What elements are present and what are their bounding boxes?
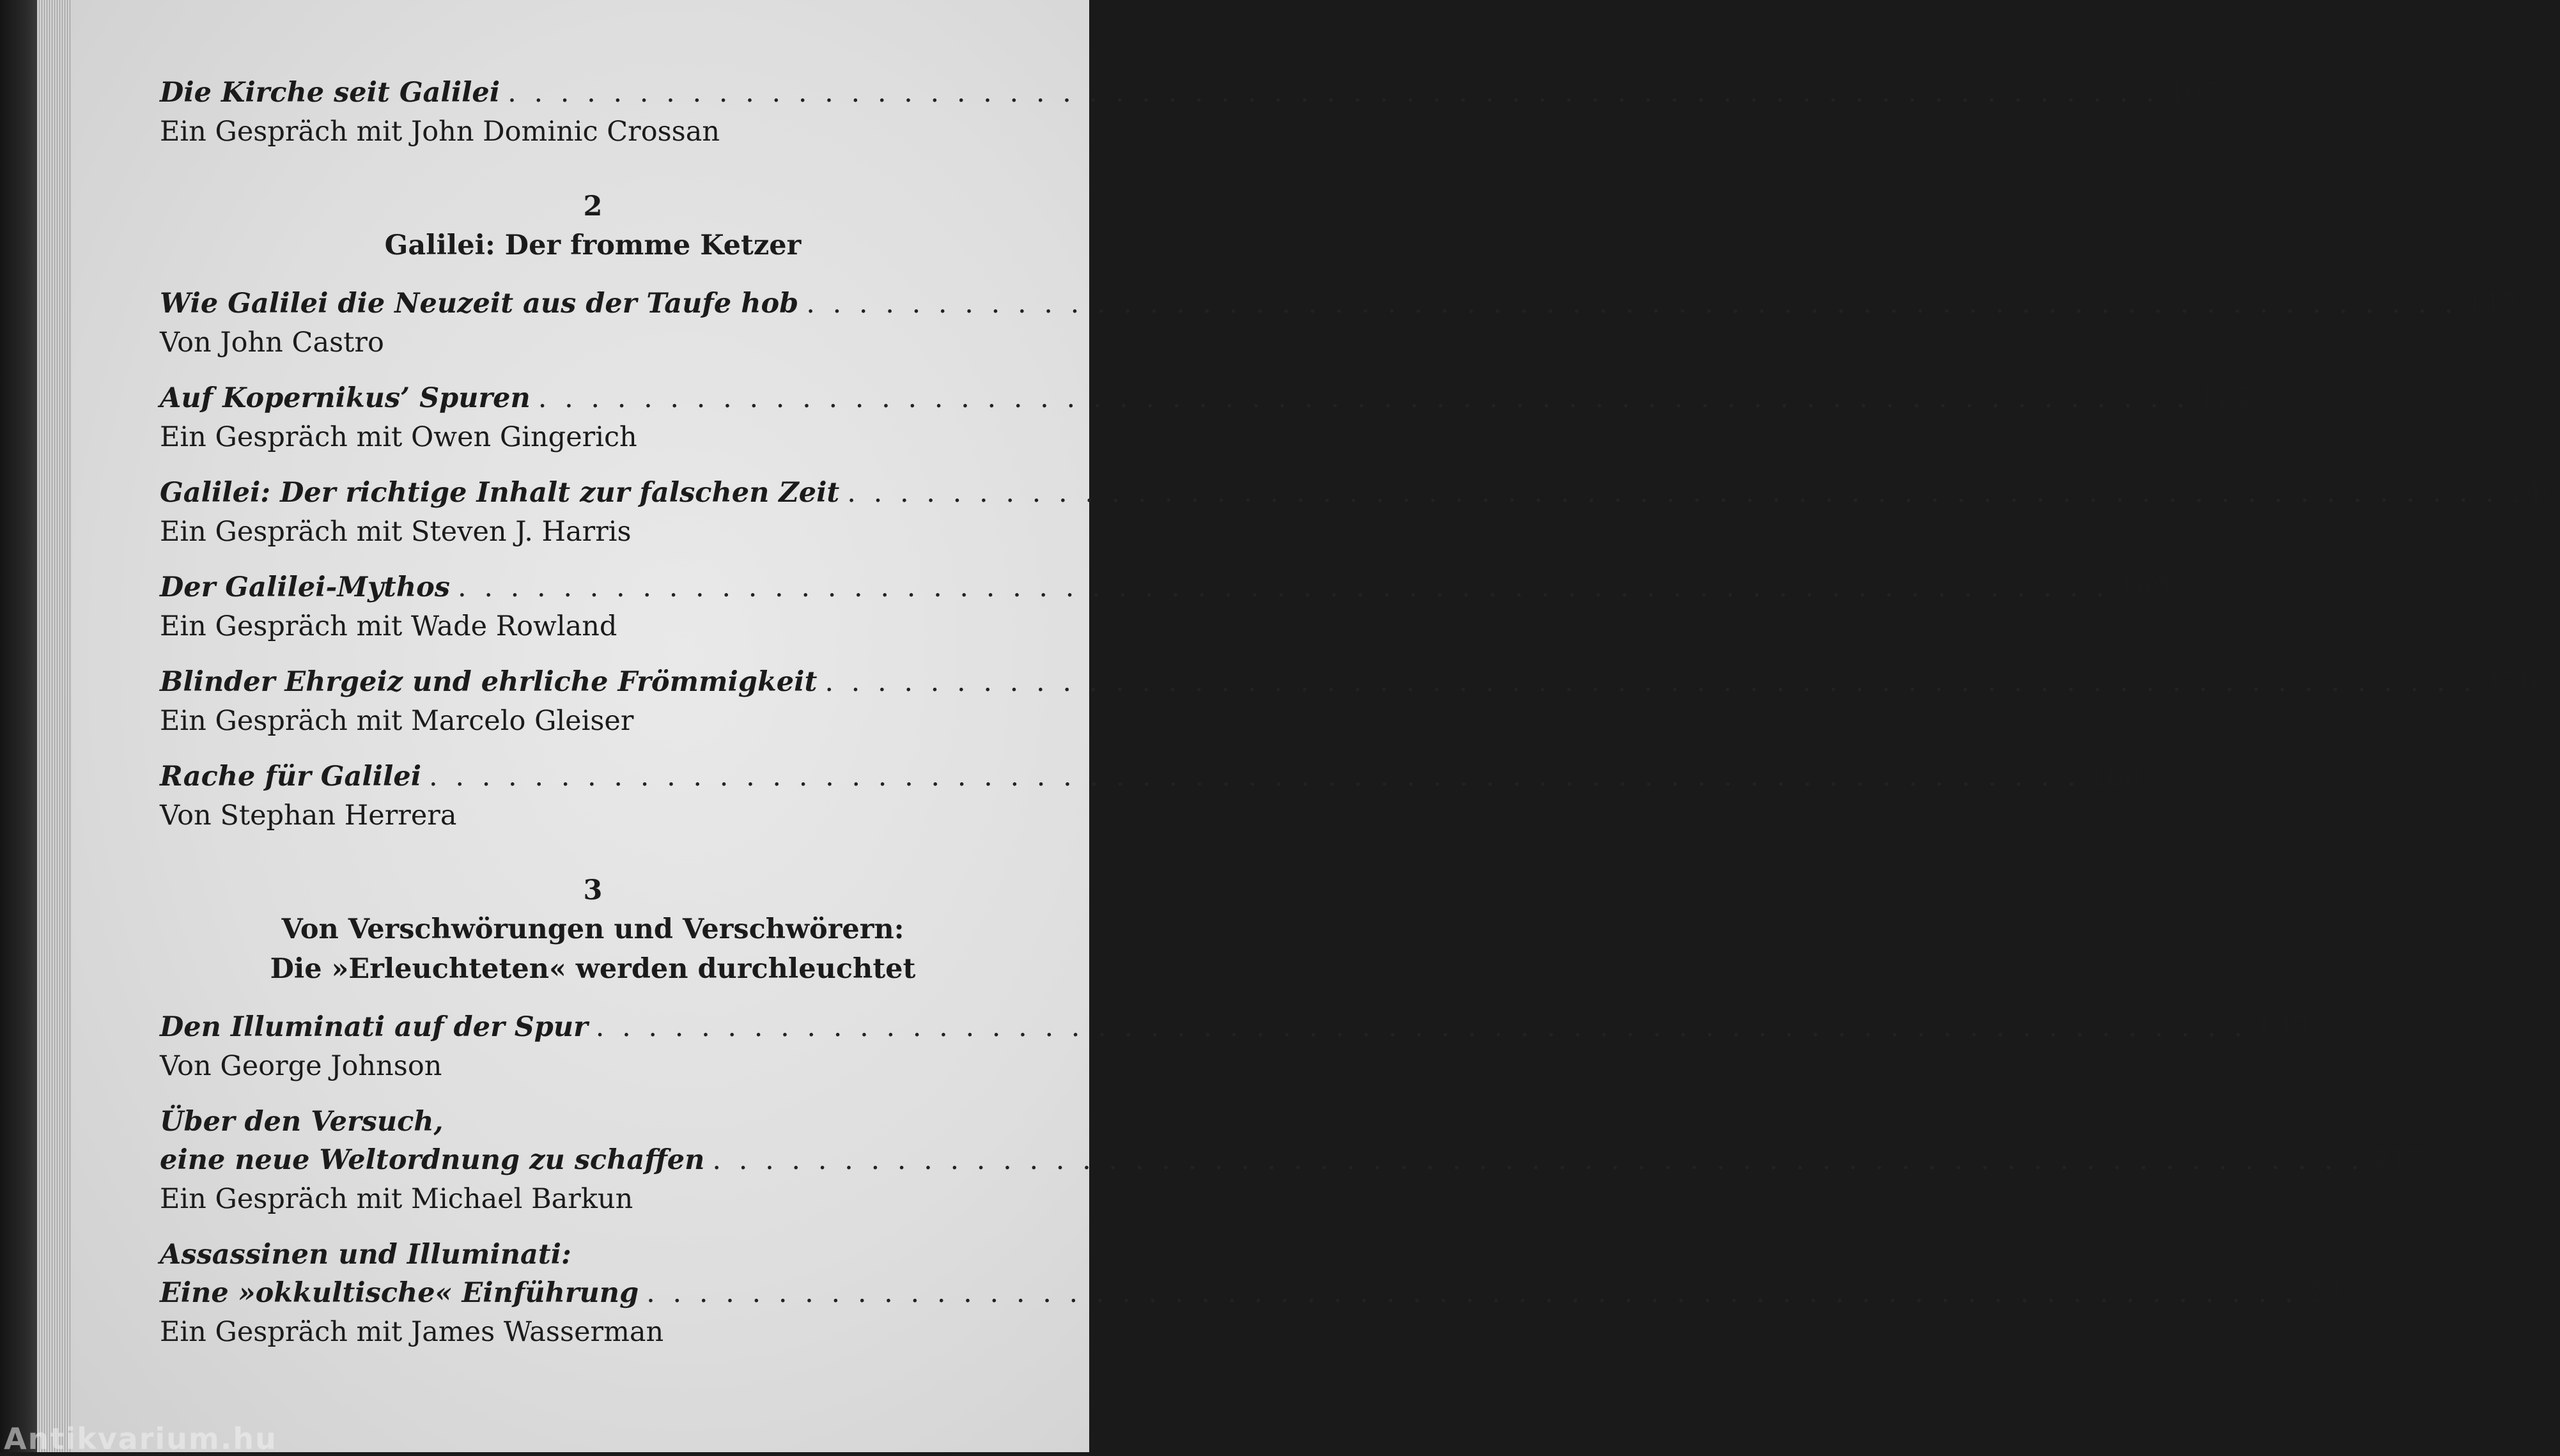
toc-entry-title: Blinder Ehrgeiz und ehrliche Frömmigkeit bbox=[160, 666, 818, 698]
toc-entry-subtitle: Von John Castro bbox=[160, 327, 384, 359]
toc-entry-title-line-1: Assassinen und Illuminati: bbox=[160, 1239, 571, 1271]
toc-entry-title: Die Kirche seit Galilei bbox=[160, 77, 500, 109]
toc-entry bbox=[160, 284, 2519, 362]
toc-entry-title-line bbox=[160, 74, 2221, 112]
book-spine-shadow bbox=[0, 0, 37, 1452]
toc-entry-title-line bbox=[160, 1103, 1026, 1141]
leader-dots: . . . . . . . . . . . . . . . . . . . . . . . . . . . . . . . . . . . . . . . . . . . . . . . . . . . . . . . . . . . . . . . bbox=[595, 1011, 2247, 1043]
leader-dots: . . . . . . . . . . . . . . . . . . . . . . . . . . . . . . . . . . . . . . . . . . . . . . . . . . . . . . . . . . . . . . . bbox=[825, 666, 2476, 698]
toc-entry-subtitle: Ein Gespräch mit Michael Barkun bbox=[160, 1183, 633, 1215]
toc-entry-subtitle: Ein Gespräch mit Wade Rowland bbox=[160, 610, 617, 642]
toc-entry-title-line bbox=[160, 379, 2251, 417]
toc-entry bbox=[160, 1008, 2309, 1086]
leader-dots: . . . . . . . . . . . . . . . . . . . . . . . . . . . . . . . . . . . . . . . . . . . . . . . . . . . . . . . . . . . . . . . bbox=[508, 77, 2159, 109]
toc-entry bbox=[160, 379, 2251, 457]
chapter-heading bbox=[160, 187, 1026, 265]
toc-entry-subtitle: Ein Gespräch mit James Wasserman bbox=[160, 1316, 664, 1348]
toc-entry-page: 140 bbox=[2507, 477, 2560, 509]
chapter-heading bbox=[160, 871, 1026, 989]
toc-entry-title-line-2: Eine »okkultische« Einführung bbox=[160, 1277, 639, 1309]
toc-entry bbox=[160, 663, 2538, 741]
chapter-number: 2 bbox=[583, 190, 603, 222]
toc-entry-title: Wie Galilei die Neuzeit aus der Taufe hob bbox=[160, 288, 799, 320]
toc-entry-title-line bbox=[160, 1235, 1026, 1274]
leader-dots: . . . . . . . . . . . . . . . . . . . . . . . . . . . . . . . . . . . . . . . . . . . . . . . . . . . . . . . . . . . . . . . bbox=[847, 477, 2499, 509]
toc-entry-page: 117 bbox=[2466, 288, 2519, 320]
toc-entry-title: Den Illuminati auf der Spur bbox=[160, 1011, 588, 1043]
table-of-contents bbox=[160, 74, 2560, 1368]
toc-entry-page: 160 bbox=[2118, 571, 2171, 603]
page-edges bbox=[37, 0, 74, 1452]
toc-entry-subtitle: Ein Gespräch mit Marcelo Gleiser bbox=[160, 705, 634, 737]
toc-entry bbox=[160, 568, 2171, 646]
toc-entry-subtitle: Von Stephan Herrera bbox=[160, 800, 457, 832]
toc-entry-page: 105 bbox=[2168, 77, 2221, 109]
toc-entry-title-line-2: eine neue Weltordnung zu schaffen bbox=[160, 1144, 705, 1176]
toc-entry-subtitle: Ein Gespräch mit Steven J. Harris bbox=[160, 516, 632, 548]
chapter-title: Galilei: Der fromme Ketzer bbox=[384, 229, 802, 261]
toc-entry bbox=[160, 74, 2221, 151]
toc-entry-title: Auf Kopernikus’ Spuren bbox=[160, 382, 531, 414]
toc-entry-subtitle: Von George Johnson bbox=[160, 1050, 442, 1082]
toc-entry-page: 233 bbox=[2306, 1277, 2359, 1309]
toc-entry bbox=[160, 1103, 2426, 1219]
toc-entry-title-line bbox=[160, 1008, 2309, 1046]
toc-entry-page: 176 bbox=[2485, 666, 2538, 698]
watermark-text: Antikvarium.hu bbox=[4, 1421, 277, 1456]
toc-entry-title-line bbox=[160, 1141, 2426, 1179]
toc-entry bbox=[160, 474, 2560, 552]
toc-entry-page: 125 bbox=[2198, 382, 2251, 414]
toc-entry-title-line bbox=[160, 663, 2538, 701]
toc-entry-title: Der Galilei-Mythos bbox=[160, 571, 450, 603]
toc-entry-title-line bbox=[160, 1274, 2359, 1312]
toc-entry-title: Galilei: Der richtige Inhalt zur falschen Zeit bbox=[160, 477, 840, 509]
toc-entry-page: 217 bbox=[2372, 1144, 2426, 1176]
toc-entry bbox=[160, 1235, 2359, 1352]
leader-dots: . . . . . . . . . . . . . . . . . . . . . . . . . . . . . . . . . . . . . . . . . . . . . . . . . . . . . . . . . . . . . . . bbox=[712, 1144, 2364, 1176]
toc-entry-page: 188 bbox=[2089, 761, 2142, 793]
toc-entry-title-line bbox=[160, 757, 2142, 796]
chapter-title-line-2: Die »Erleuchteten« werden durchleuchtet bbox=[270, 953, 916, 985]
toc-entry-title: Rache für Galilei bbox=[160, 761, 422, 793]
toc-entry bbox=[160, 757, 2142, 835]
chapter-number: 3 bbox=[583, 874, 603, 906]
chapter-title-line-1: Von Verschwörungen und Verschwörern: bbox=[281, 913, 904, 945]
leader-dots: . . . . . . . . . . . . . . . . . . . . . . . . . . . . . . . . . . . . . . . . . . . . . . . . . . . . . . . . . . . . . . . bbox=[429, 761, 2081, 793]
toc-entry-title-line bbox=[160, 568, 2171, 607]
leader-dots: . . . . . . . . . . . . . . . . . . . . . . . . . . . . . . . . . . . . . . . . . . . . . . . . . . . . . . . . . . . . . . . bbox=[538, 382, 2190, 414]
toc-entry-title-line bbox=[160, 474, 2560, 512]
leader-dots: . . . . . . . . . . . . . . . . . . . . . . . . . . . . . . . . . . . . . . . . . . . . . . . . . . . . . . . . . . . . . . . bbox=[458, 571, 2109, 603]
toc-entry-subtitle: Ein Gespräch mit John Dominic Crossan bbox=[160, 116, 720, 148]
leader-dots: . . . . . . . . . . . . . . . . . . . . . . . . . . . . . . . . . . . . . . . . . . . . . . . . . . . . . . . . . . . . . . . bbox=[806, 288, 2458, 320]
toc-entry-page: 199 bbox=[2256, 1011, 2309, 1043]
toc-entry-subtitle: Ein Gespräch mit Owen Gingerich bbox=[160, 421, 637, 453]
toc-entry-title-line-1: Über den Versuch, bbox=[160, 1106, 444, 1138]
leader-dots: . . . . . . . . . . . . . . . . . . . . . . . . . . . . . . . . . . . . . . . . . . . . . . . . . . . . . . . . . . . . . . . bbox=[646, 1277, 2298, 1309]
toc-entry-title-line bbox=[160, 284, 2519, 323]
